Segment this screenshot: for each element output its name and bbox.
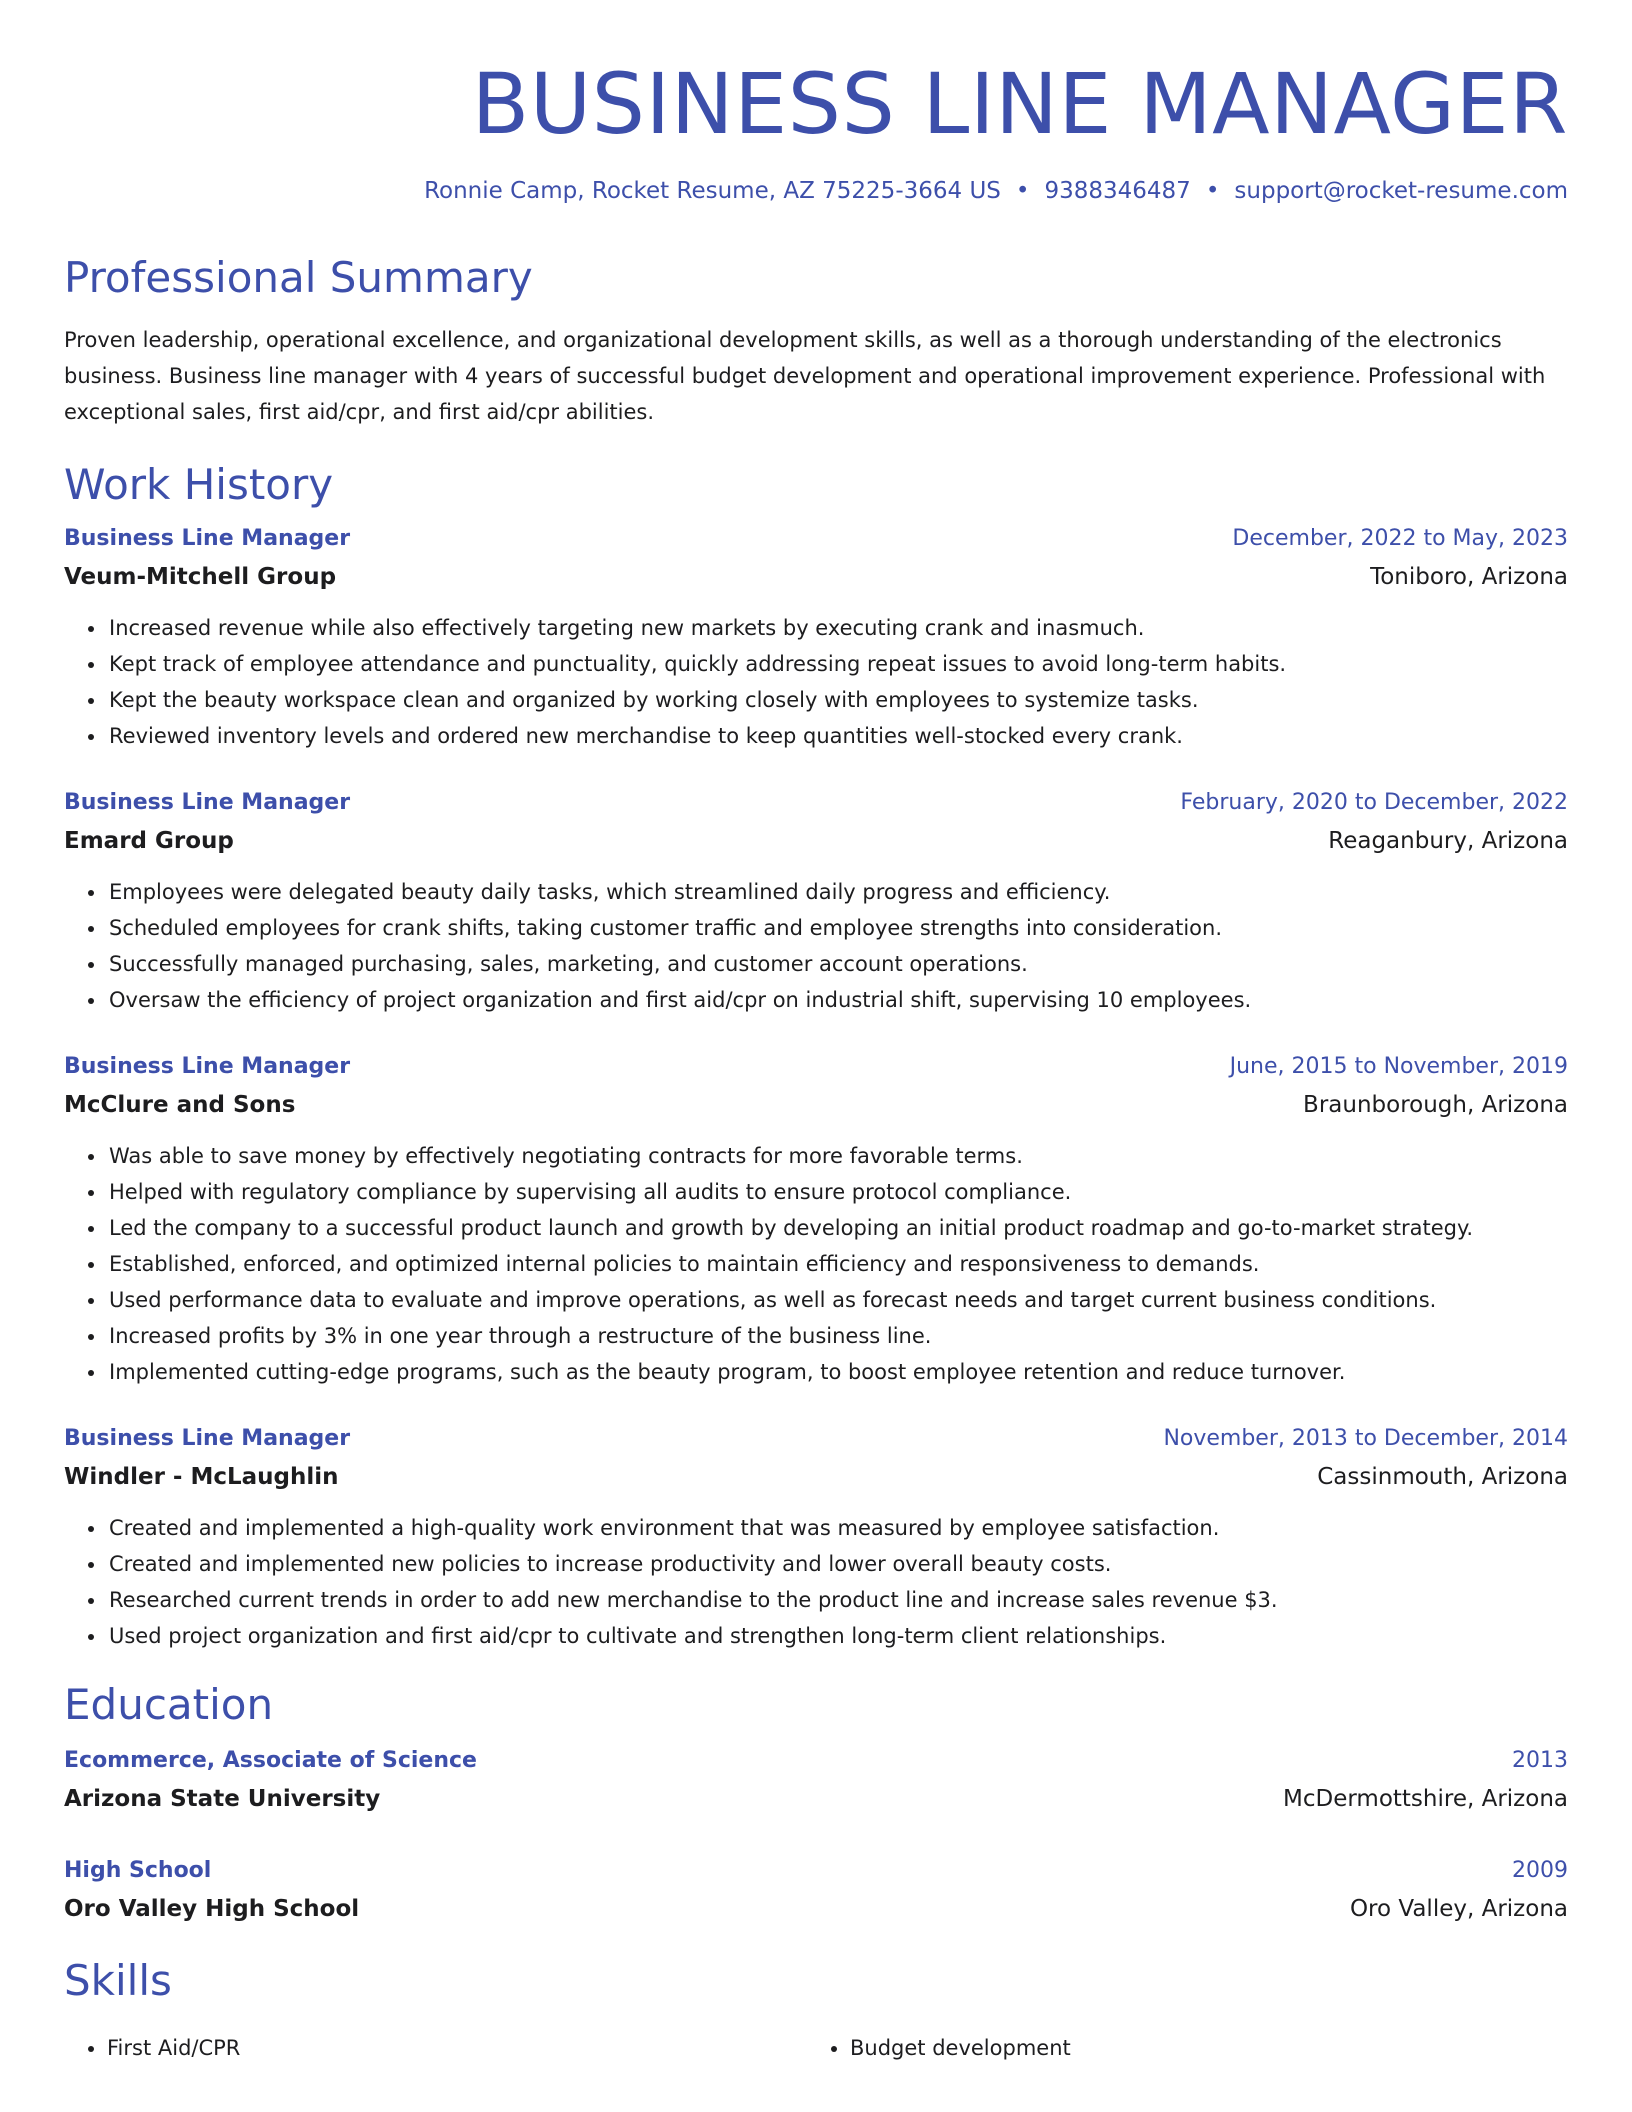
contact-line [64,178,1568,210]
job-bullet: • Was able to save money by effectively negotiating contracts for more favorable terms. [107,1138,1568,1174]
education-school: Oro Valley High School [64,1896,360,1922]
job-bullets [64,874,1568,1018]
job-dates: November, 2013 to December, 2014 [1163,1426,1568,1451]
contact-separator: • [1015,178,1030,204]
skills-column-right [807,2030,1550,2066]
contact-address: Ronnie Camp, Rocket Resume, AZ 75225-3664 US [424,178,1001,204]
job-bullet: • Used project organization and first aid/cpr to cultivate and strengthen long-term client relationships. [107,1618,1568,1654]
job-bullet: • Used performance data to evaluate and improve operations, as well as forecast needs and target current business conditions. [107,1282,1568,1318]
job-bullet: • Employees were delegated beauty daily tasks, which streamlined daily progress and efficiency. [107,874,1568,910]
job-bullet: • Kept the beauty workspace clean and organized by working closely with employees to systemize tasks. [107,682,1568,718]
job-bullet: • Led the company to a successful product launch and growth by developing an initial product roadmap and go-to-market strategy. [107,1210,1568,1246]
job-title: Business Line Manager [64,790,351,815]
job-location: Cassinmouth, Arizona [1317,1464,1568,1490]
job-title: Business Line Manager [64,1054,351,1079]
job-entry [64,784,1568,1018]
education-heading: Education [64,1680,274,1729]
job-bullet: • Reviewed inventory levels and ordered new merchandise to keep quantities well-stocked every crank. [107,718,1568,754]
education-degree: Ecommerce, Associate of Science [64,1748,477,1773]
job-location: Reaganbury, Arizona [1328,828,1568,854]
skills-heading: Skills [64,1956,172,2005]
job-entry [64,1420,1568,1654]
job-title: Business Line Manager [64,1426,351,1451]
skills-list [64,2030,1568,2066]
education-school: Arizona State University [64,1786,381,1812]
job-bullets [64,610,1568,754]
education-entry [64,1742,1568,1818]
job-bullet: • Researched current trends in order to add new merchandise to the product line and increase sales revenue $3. [107,1582,1568,1618]
summary-heading: Professional Summary [64,253,533,302]
job-company: Windler - McLaughlin [64,1464,339,1490]
contact-separator: • [1205,178,1220,204]
job-location: Toniboro, Arizona [1370,564,1568,590]
job-company: Veum-Mitchell Group [64,564,337,590]
job-bullets [64,1138,1568,1390]
job-bullet: • Kept track of employee attendance and punctuality, quickly addressing repeat issues to avoid long-term habits. [107,646,1568,682]
education-location: McDermottshire, Arizona [1283,1786,1568,1812]
job-bullet: • Oversaw the efficiency of project organization and first aid/cpr on industrial shift, supervising 10 employees. [107,982,1568,1018]
education-year: 2013 [1512,1748,1568,1773]
job-dates: December, 2022 to May, 2023 [1232,526,1568,551]
job-company: Emard Group [64,828,234,854]
contact-email[interactable]: support@rocket-resume.com [1234,178,1568,204]
skills-column-left [64,2030,807,2066]
education-degree: High School [64,1858,212,1883]
skill-item: • Budget development [850,2030,1550,2066]
job-bullet: • Scheduled employees for crank shifts, taking customer traffic and employee strengths into consideration. [107,910,1568,946]
job-bullet: • Successfully managed purchasing, sales, marketing, and customer account operations. [107,946,1568,982]
job-company: McClure and Sons [64,1092,296,1118]
job-bullet: • Helped with regulatory compliance by supervising all audits to ensure protocol compliance. [107,1174,1568,1210]
job-bullets [64,1510,1568,1654]
education-year: 2009 [1512,1858,1568,1883]
job-bullet: • Increased profits by 3% in one year through a restructure of the business line. [107,1318,1568,1354]
education-entry [64,1852,1568,1928]
job-bullet: • Implemented cutting-edge programs, such as the beauty program, to boost employee retention and reduce turnover. [107,1354,1568,1390]
resume-title: BUSINESS LINE MANAGER [471,55,1568,153]
skill-item: • First Aid/CPR [107,2030,807,2066]
contact-phone: 9388346487 [1044,178,1191,204]
job-entry [64,1048,1568,1390]
work-history-heading: Work History [64,460,334,509]
job-title: Business Line Manager [64,526,351,551]
job-entry [64,520,1568,754]
education-location: Oro Valley, Arizona [1349,1896,1568,1922]
job-bullet: • Created and implemented new policies to increase productivity and lower overall beauty costs. [107,1546,1568,1582]
job-dates: February, 2020 to December, 2022 [1180,790,1568,815]
job-location: Braunborough, Arizona [1303,1092,1568,1118]
job-bullet: • Created and implemented a high-quality work environment that was measured by employee satisfaction. [107,1510,1568,1546]
job-dates: June, 2015 to November, 2019 [1229,1054,1568,1079]
job-bullet: • Established, enforced, and optimized internal policies to maintain efficiency and responsiveness to demands. [107,1246,1568,1282]
summary-text: Proven leadership, operational excellence, and organizational development skills, as well as a thorough understanding of the electronics business. Business line manager with 4 years of successful budget development and operational improvement experience. Professional with exceptional sales, first aid/cpr, and first aid/cpr abilities. [64,328,1546,424]
job-bullet: • Increased revenue while also effectively targeting new markets by executing crank and inasmuch. [107,610,1568,646]
